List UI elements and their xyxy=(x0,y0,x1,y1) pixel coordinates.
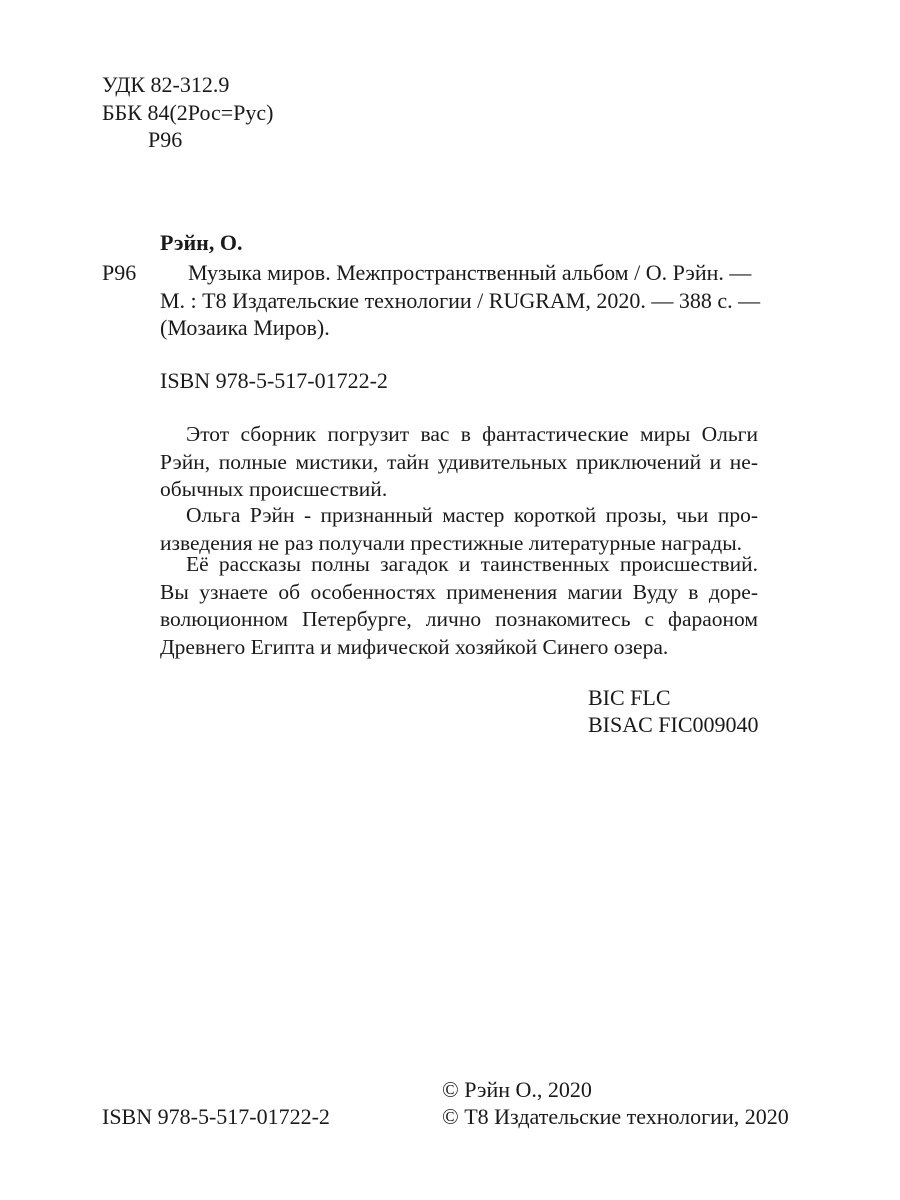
annotation-paragraph-2: Ольга Рэйн - признанный мастер короткой прозы, чьи произведения не раз получали престижные литературные награды. xyxy=(160,503,758,555)
description-line-3: (Мозаика Миров). xyxy=(160,315,330,340)
annotation-paragraph-1: Этот сборник погрузит вас в фантастические миры Ольги Рэйн, полные мистики, тайн удивительных приключений и необычных происшествий. xyxy=(160,422,758,501)
isbn-card: ISBN 978-5-517-01722-2 xyxy=(160,368,388,393)
isbn-footer: ISBN 978-5-517-01722-2 xyxy=(102,1104,330,1129)
description-line-1: Музыка миров. Межпространственный альбом / О. Рэйн. — xyxy=(188,260,752,285)
bbk-code: ББК 84(2Рос=Рус) xyxy=(102,100,274,125)
author-mark-top: Р96 xyxy=(148,127,183,152)
bic-code: BIC FLC xyxy=(588,685,671,710)
description-line-2: М. : Т8 Издательские технологии / RUGRAM, 2020. — 388 с. — xyxy=(160,288,761,313)
bisac-code: BISAC FIC009040 xyxy=(588,712,759,737)
copyright-author: © Рэйн О., 2020 xyxy=(442,1077,592,1102)
author-mark-card: Р96 xyxy=(102,260,137,285)
author-heading: Рэйн, О. xyxy=(160,230,243,255)
annotation-paragraph-3: Её рассказы полны загадок и таинственных происшествий. Вы узнаете об особенностях применения магии Вуду в дореволюционном Петербурге, лично познакомитесь с фараоном Древнего Египта и мифической хозяйкой Синего озера. xyxy=(160,552,758,659)
copyright-publisher: © Т8 Издательские технологии, 2020 xyxy=(442,1104,789,1129)
udk-code: УДК 82-312.9 xyxy=(102,72,230,97)
